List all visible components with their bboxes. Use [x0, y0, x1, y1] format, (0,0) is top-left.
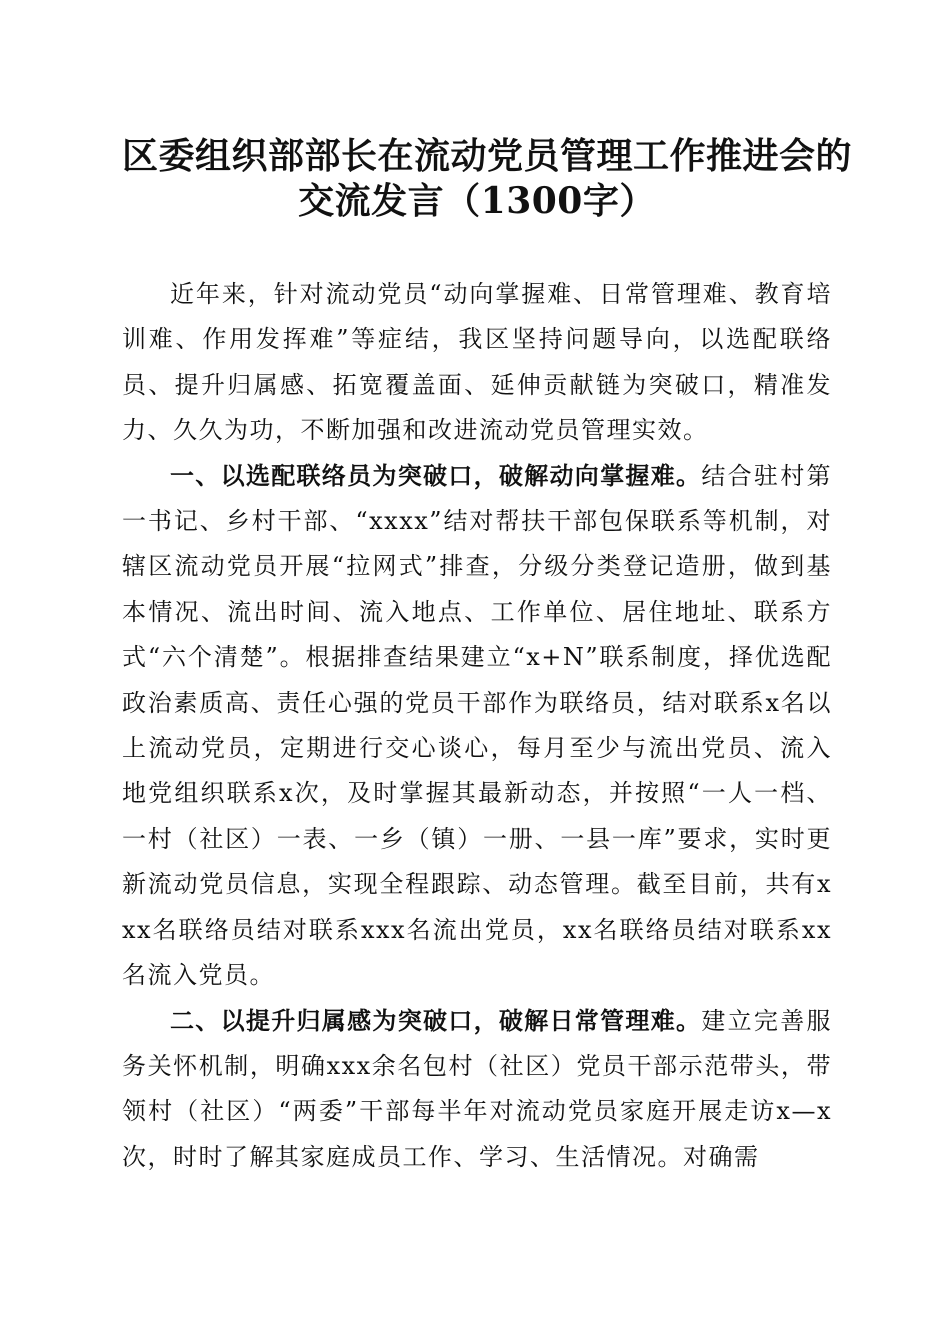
section-one-paragraph: [122, 454, 832, 999]
title-line-1: 区委组织部部长在流动党员管理工作推进会的: [122, 135, 853, 177]
document-body: [122, 272, 832, 1180]
section-two-heading: 二、以提升归属感为突破口，破解日常管理难。: [170, 1006, 702, 1035]
paragraph-text: 近年来，针对流动党员“动向掌握难、日常管理难、教育培训难、作用发挥难”等症结，我区坚持问题导向，以选配联络员、提升归属感、拓宽覆盖面、延伸贡献链为突破口，精准发力、久久为功，不断加强和改进流动党员管理实效。: [122, 280, 832, 445]
intro-paragraph: [122, 272, 832, 454]
section-one-heading: 一、以选配联络员为突破口，破解动向掌握难。: [170, 461, 702, 490]
document-title: [122, 0, 853, 224]
section-two-paragraph: [122, 999, 832, 1181]
title-line-2: 交流发言（1300字）: [298, 180, 656, 222]
paragraph-text: 建立完善服务关怀机制，明确xxx余名包村（社区）党员干部示范带头，带领村（社区）“两委”干部每半年对流动党员家庭开展走访x—x次，时时了解其家庭成员工作、学习、生活情况。对确需: [122, 1006, 833, 1171]
paragraph-text: 结合驻村第一书记、乡村干部、“xxxx”结对帮扶干部包保联系等机制，对辖区流动党员开展“拉网式”排查，分级分类登记造册，做到基本情况、流出时间、流入地点、工作单位、居住地址、联系方式“六个清楚”。根据排查结果建立“x+N”联系制度，择优选配政治素质高、责任心强的党员干部作为联络员，结对联系x名以上流动党员，定期进行交心谈心，每月至少与流出党员、流入地党组织联系x次，及时掌握其最新动态，并按照“一人一档、一村（社区）一表、一乡（镇）一册、一县一库”要求，实时更新流动党员信息，实现全程跟踪、动态管理。截至目前，共有xxx名联络员结对联系xxx名流出党员，xx名联络员结对联系xx名流入党员。: [122, 461, 833, 990]
